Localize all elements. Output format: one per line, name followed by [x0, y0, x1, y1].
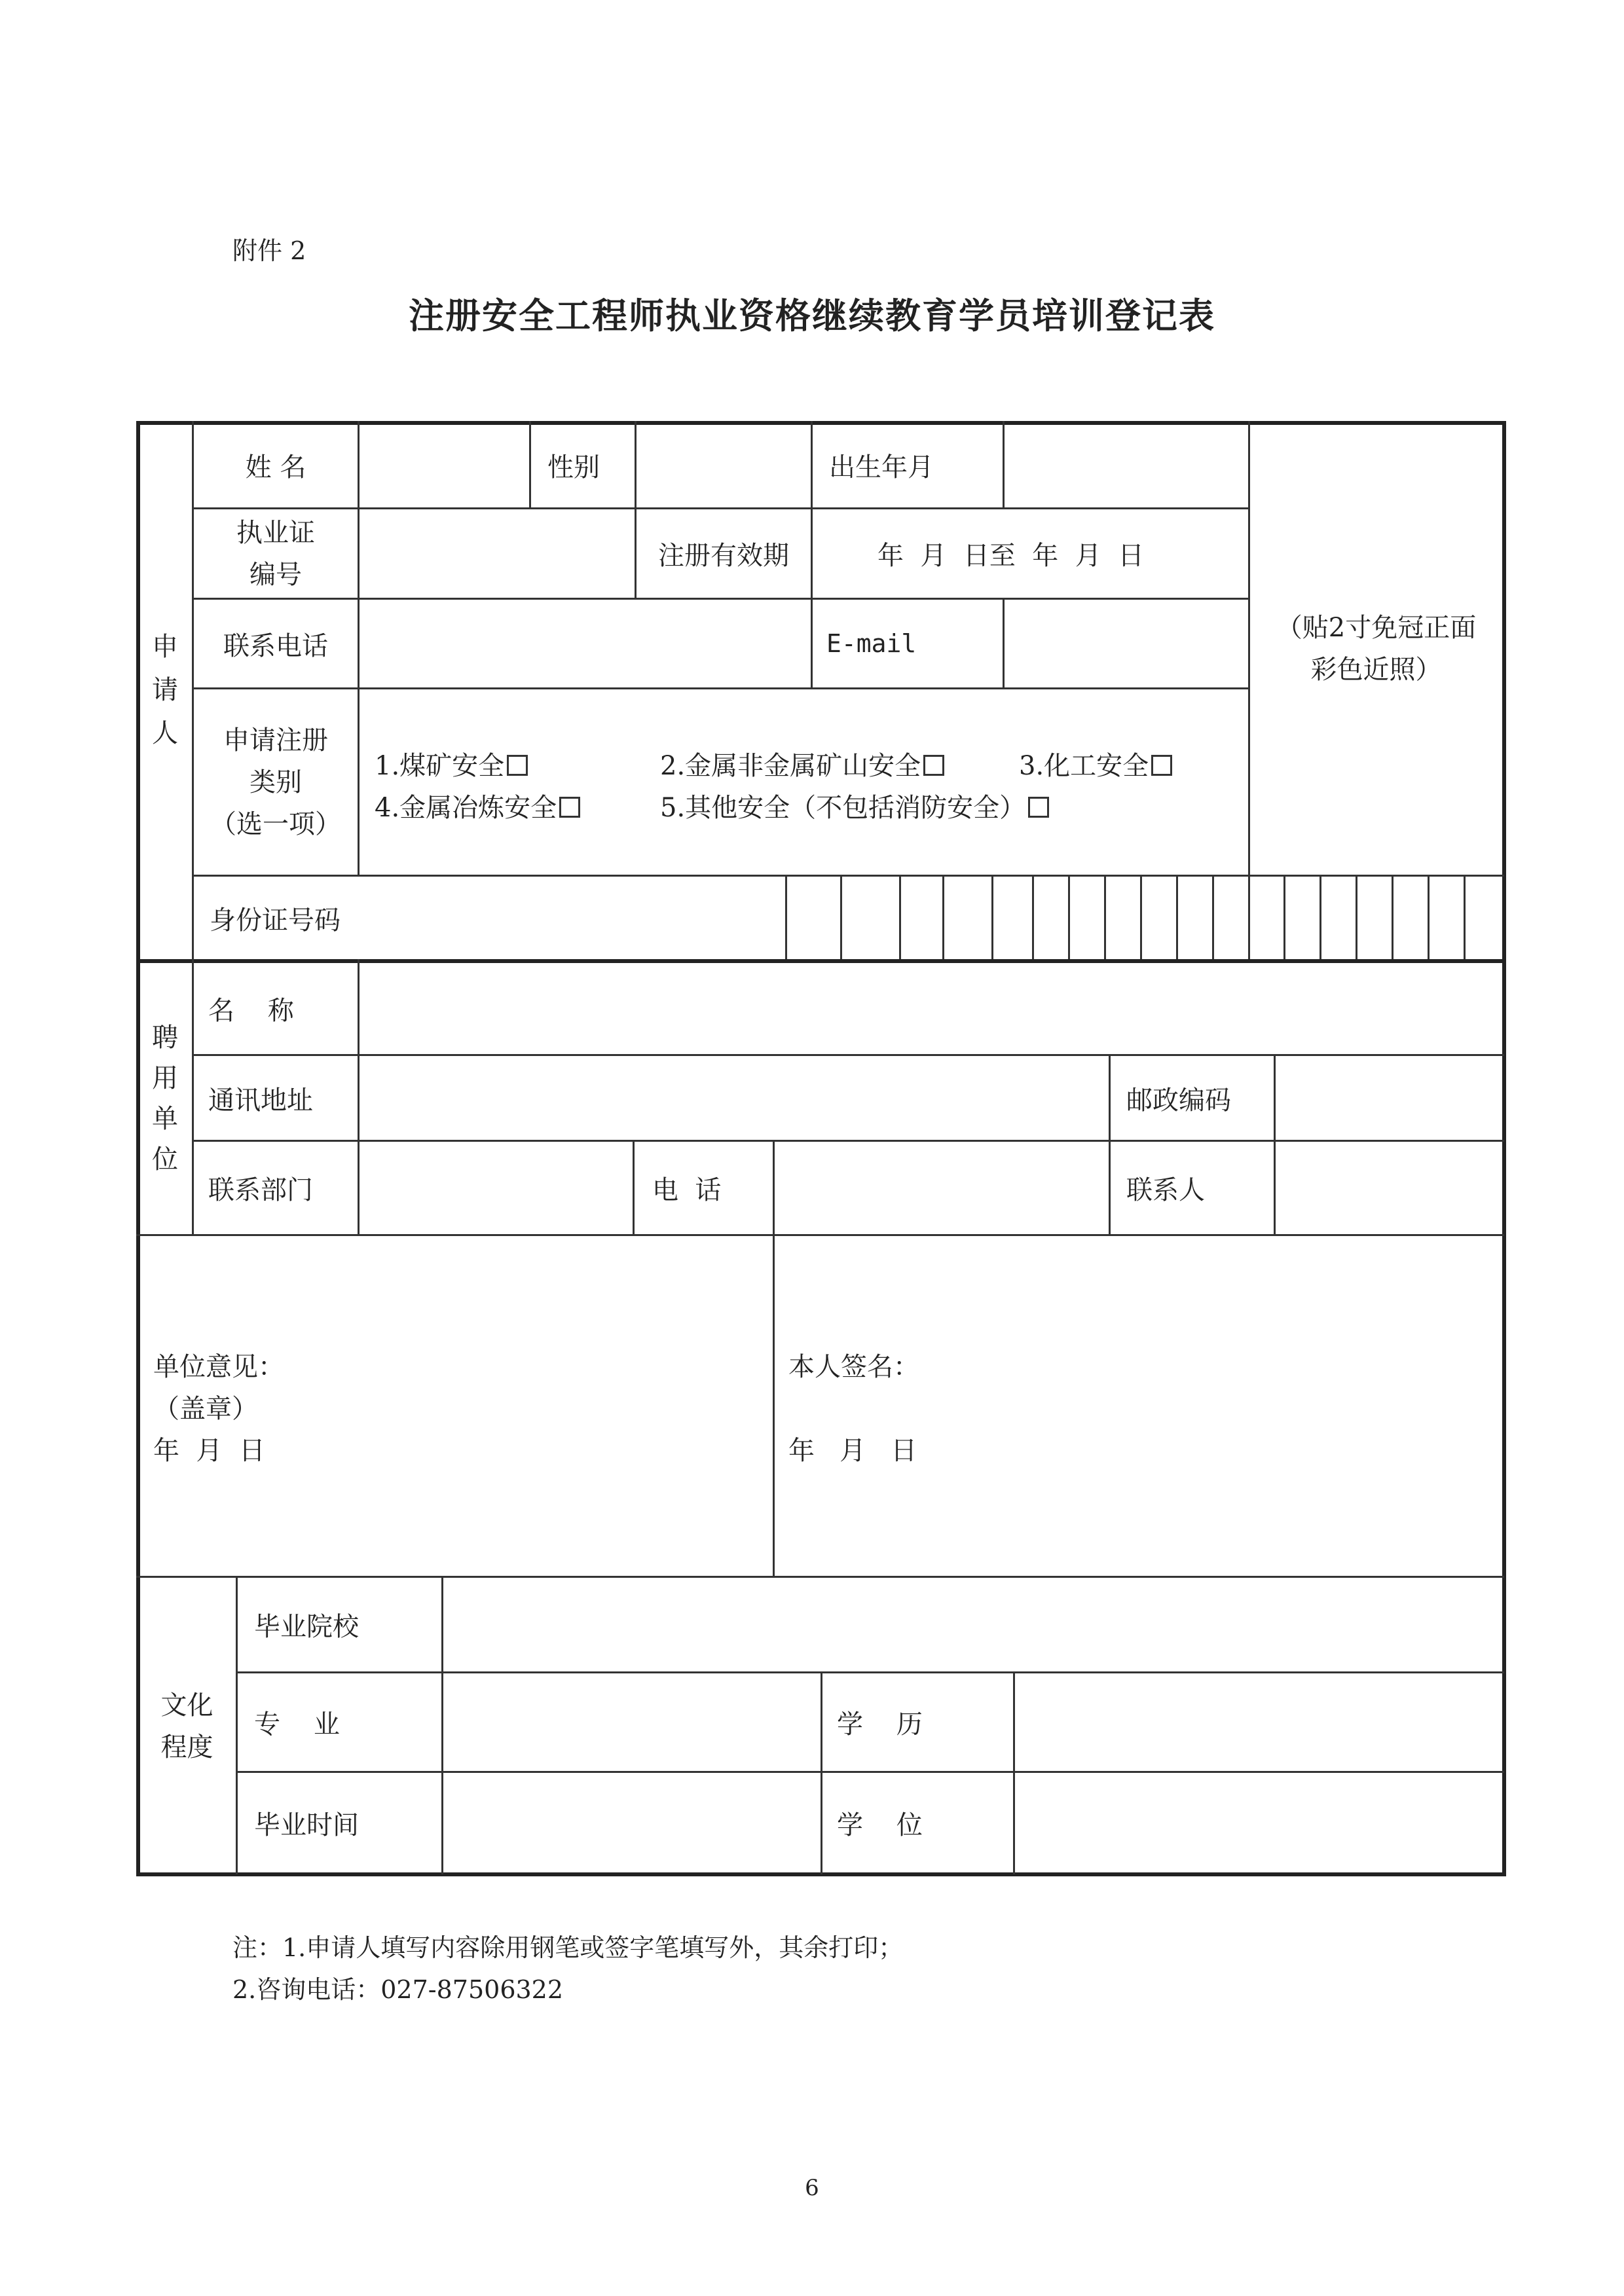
attachment-label: 附件 2 [232, 236, 306, 265]
category-option-2[interactable]: 2.金属非金属矿山安全 [660, 745, 944, 782]
unit-opinion-label: 单位意见： [153, 1352, 284, 1382]
validity-label: 注册有效期 [658, 541, 789, 571]
employer-name-field[interactable] [360, 963, 1502, 1054]
signature-label: 本人签名： [788, 1352, 919, 1382]
major-field[interactable] [443, 1673, 821, 1771]
dept-label: 联系部门 [208, 1175, 313, 1205]
grad-time-label: 毕业时间 [254, 1810, 359, 1840]
applicant-section-label: 申 请 人 [152, 632, 178, 748]
address-field[interactable] [360, 1056, 1109, 1140]
employer-section-label: 聘 用 单 位 [152, 1023, 178, 1175]
birth-field[interactable] [1005, 423, 1248, 507]
id-number-label: 身份证号码 [210, 905, 341, 936]
checkbox-icon[interactable] [923, 755, 944, 776]
email-field[interactable] [1005, 600, 1248, 687]
checkbox-icon[interactable] [507, 755, 528, 776]
dept-field[interactable] [360, 1142, 633, 1234]
postcode-field[interactable] [1276, 1056, 1502, 1140]
postcode-label: 邮政编码 [1126, 1085, 1231, 1116]
contact-field[interactable] [1276, 1142, 1502, 1234]
checkbox-icon[interactable] [1151, 755, 1172, 776]
grad-time-field[interactable] [443, 1773, 821, 1872]
signature-date: 年 月 日 [788, 1436, 917, 1466]
phone-field[interactable] [360, 600, 811, 687]
category-label: 申请注册 类别 （选一项） [210, 725, 341, 839]
checkbox-icon[interactable] [559, 797, 580, 818]
address-label: 通讯地址 [208, 1085, 313, 1116]
category-option-3[interactable]: 3.化工安全 [1019, 745, 1172, 782]
validity-field[interactable]: 年 月 日至 年 月 日 [877, 541, 1145, 571]
name-label: 姓 名 [245, 452, 306, 483]
checkbox-icon[interactable] [1028, 797, 1049, 818]
category-option-5[interactable]: 5.其他安全（不包括消防安全） [660, 787, 1049, 824]
education-section-label: 文化 程度 [160, 1690, 213, 1762]
cert-no-label: 执业证 编号 [236, 517, 315, 590]
degree-label: 学 位 [837, 1810, 923, 1840]
birth-label: 出生年月 [829, 452, 934, 483]
page-number: 6 [805, 2175, 819, 2201]
signature-field[interactable] [950, 1329, 1408, 1388]
note-line-2: 2.咨询电话：027-87506322 [232, 1975, 564, 2004]
edu-level-field[interactable] [1015, 1673, 1502, 1771]
degree-field[interactable] [1015, 1773, 1502, 1872]
cert-no-field[interactable] [360, 509, 635, 598]
edu-level-label: 学 历 [837, 1709, 923, 1740]
name-field[interactable] [360, 423, 529, 507]
employer-name-label: 名 称 [208, 996, 294, 1026]
major-label: 专 业 [254, 1709, 340, 1740]
school-field[interactable] [443, 1578, 1502, 1671]
school-label: 毕业院校 [254, 1612, 359, 1642]
category-option-4[interactable]: 4.金属冶炼安全 [375, 787, 580, 824]
form-title: 注册安全工程师执业资格继续教育学员培训登记表 [409, 295, 1215, 337]
email-label: E-mail [826, 629, 917, 658]
employer-phone-label: 电 话 [652, 1175, 722, 1205]
gender-field[interactable] [637, 423, 811, 507]
category-option-1[interactable]: 1.煤矿安全 [375, 745, 528, 782]
contact-label: 联系人 [1126, 1175, 1205, 1205]
gender-label: 性别 [547, 452, 600, 483]
unit-opinion-date: 年 月 日 [153, 1436, 265, 1466]
phone-label: 联系电话 [223, 630, 328, 661]
employer-phone-field[interactable] [775, 1142, 1109, 1234]
note-line-1: 注：1.申请人填写内容除用钢笔或签字笔填写外，其余打印； [232, 1933, 904, 1962]
photo-area[interactable]: （贴2寸免冠正面 彩色近照） [1276, 613, 1477, 685]
seal-label: （盖章） [153, 1394, 258, 1424]
